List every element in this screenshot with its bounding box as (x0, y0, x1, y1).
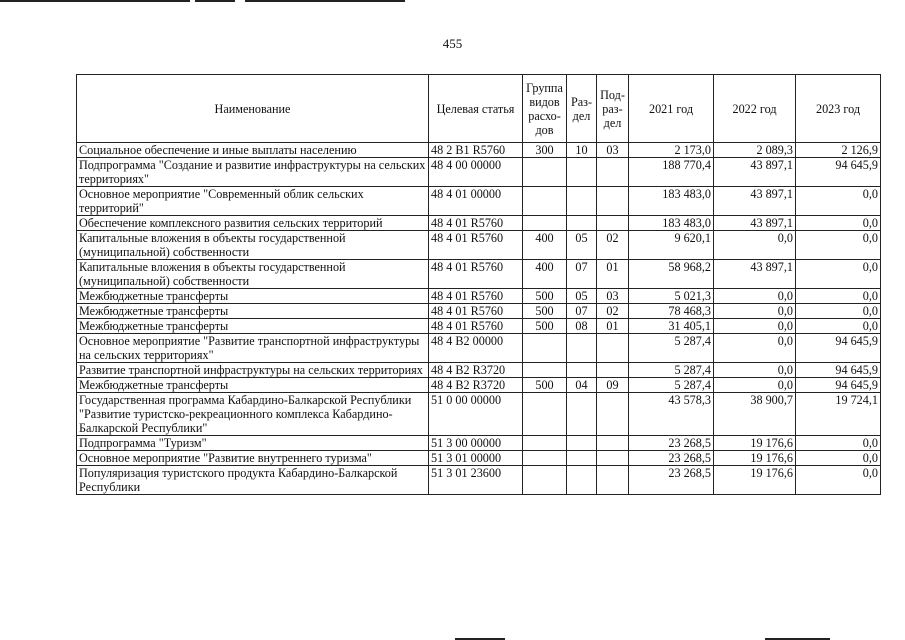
row-group (523, 363, 567, 378)
row-target: 51 3 00 00000 (429, 436, 523, 451)
row-target: 48 4 01 00000 (429, 187, 523, 216)
row-target: 48 4 01 R5760 (429, 260, 523, 289)
row-2022: 43 897,1 (714, 158, 796, 187)
row-section (567, 436, 597, 451)
row-name: Обеспечение комплексного развития сельских территорий (77, 216, 429, 231)
row-section (567, 393, 597, 436)
row-2021: 183 483,0 (629, 216, 714, 231)
row-2023: 0,0 (796, 451, 881, 466)
row-target: 48 4 B2 R3720 (429, 378, 523, 393)
table-row (77, 393, 881, 436)
row-2023: 0,0 (796, 187, 881, 216)
table-header-row (77, 75, 881, 143)
row-target: 51 0 00 00000 (429, 393, 523, 436)
row-2021: 23 268,5 (629, 466, 714, 495)
row-group: 500 (523, 289, 567, 304)
row-section (567, 363, 597, 378)
table-row (77, 466, 881, 495)
header-subsection: Под-раз-дел (597, 75, 629, 143)
row-target: 48 4 01 R5760 (429, 319, 523, 334)
row-subsection (597, 363, 629, 378)
row-2023: 0,0 (796, 231, 881, 260)
row-target: 48 4 00 00000 (429, 158, 523, 187)
row-2021: 78 468,3 (629, 304, 714, 319)
row-subsection (597, 466, 629, 495)
row-2023: 94 645,9 (796, 363, 881, 378)
row-2021: 183 483,0 (629, 187, 714, 216)
row-2023: 94 645,9 (796, 334, 881, 363)
row-section (567, 187, 597, 216)
row-2022: 0,0 (714, 363, 796, 378)
row-subsection: 01 (597, 260, 629, 289)
row-2023: 94 645,9 (796, 378, 881, 393)
row-name: Основное мероприятие "Развитие транспортной инфраструктуры на сельских территориях" (77, 334, 429, 363)
row-name: Капитальные вложения в объекты государственной (муниципальной) собственности (77, 231, 429, 260)
row-group (523, 187, 567, 216)
row-subsection: 02 (597, 304, 629, 319)
row-target: 51 3 01 23600 (429, 466, 523, 495)
table-row (77, 334, 881, 363)
row-section (567, 158, 597, 187)
row-2021: 9 620,1 (629, 231, 714, 260)
row-2021: 43 578,3 (629, 393, 714, 436)
row-2022: 43 897,1 (714, 260, 796, 289)
row-name: Развитие транспортной инфраструктуры на сельских территориях (77, 363, 429, 378)
row-name: Государственная программа Кабардино-Балкарской Республики "Развитие туристско-рекреационного комплекса Кабардино-Балкарской Республики" (77, 393, 429, 436)
row-target: 48 4 01 R5760 (429, 304, 523, 319)
header-target: Целевая статья (429, 75, 523, 143)
page-number: 455 (442, 36, 463, 51)
row-subsection: 03 (597, 289, 629, 304)
table-row (77, 231, 881, 260)
row-2021: 31 405,1 (629, 319, 714, 334)
row-group (523, 451, 567, 466)
row-2021: 5 287,4 (629, 334, 714, 363)
row-group: 400 (523, 231, 567, 260)
row-name: Подпрограмма "Создание и развитие инфраструктуры на сельских территориях" (77, 158, 429, 187)
row-2023: 0,0 (796, 216, 881, 231)
row-2021: 5 021,3 (629, 289, 714, 304)
table-row (77, 187, 881, 216)
header-2022: 2022 год (714, 75, 796, 143)
row-2023: 2 126,9 (796, 143, 881, 158)
table-row (77, 319, 881, 334)
row-target: 48 4 01 R5760 (429, 216, 523, 231)
row-2021: 2 173,0 (629, 143, 714, 158)
top-rule-right (245, 0, 405, 2)
row-group (523, 158, 567, 187)
row-subsection (597, 393, 629, 436)
table-row (77, 363, 881, 378)
row-target: 48 4 01 R5760 (429, 231, 523, 260)
row-2023: 94 645,9 (796, 158, 881, 187)
row-2023: 0,0 (796, 260, 881, 289)
row-2023: 19 724,1 (796, 393, 881, 436)
table-row (77, 216, 881, 231)
row-group (523, 334, 567, 363)
row-target: 48 4 B2 00000 (429, 334, 523, 363)
row-name: Социальное обеспечение и иные выплаты населению (77, 143, 429, 158)
row-2022: 0,0 (714, 231, 796, 260)
header-2023: 2023 год (796, 75, 881, 143)
row-2022: 43 897,1 (714, 187, 796, 216)
row-2022: 19 176,6 (714, 436, 796, 451)
table-row (77, 158, 881, 187)
row-name: Межбюджетные трансферты (77, 319, 429, 334)
row-section (567, 334, 597, 363)
row-section (567, 451, 597, 466)
row-group (523, 216, 567, 231)
row-section (567, 216, 597, 231)
row-target: 48 2 B1 R5760 (429, 143, 523, 158)
row-name: Капитальные вложения в объекты государственной (муниципальной) собственности (77, 260, 429, 289)
row-2022: 19 176,6 (714, 466, 796, 495)
row-2022: 0,0 (714, 378, 796, 393)
row-section (567, 466, 597, 495)
row-2022: 0,0 (714, 334, 796, 363)
row-name: Межбюджетные трансферты (77, 304, 429, 319)
header-2021: 2021 год (629, 75, 714, 143)
row-section: 10 (567, 143, 597, 158)
table-row (77, 378, 881, 393)
row-subsection (597, 187, 629, 216)
row-2022: 0,0 (714, 304, 796, 319)
row-section: 04 (567, 378, 597, 393)
row-2022: 43 897,1 (714, 216, 796, 231)
row-2021: 23 268,5 (629, 451, 714, 466)
table-row (77, 304, 881, 319)
row-section: 07 (567, 260, 597, 289)
row-2022: 2 089,3 (714, 143, 796, 158)
row-section: 07 (567, 304, 597, 319)
header-group: Группа видов расхо-дов (523, 75, 567, 143)
row-2021: 188 770,4 (629, 158, 714, 187)
row-2023: 0,0 (796, 289, 881, 304)
table-row (77, 436, 881, 451)
row-2021: 23 268,5 (629, 436, 714, 451)
row-section: 08 (567, 319, 597, 334)
row-subsection (597, 436, 629, 451)
row-subsection: 01 (597, 319, 629, 334)
row-group: 500 (523, 304, 567, 319)
row-group (523, 393, 567, 436)
row-subsection (597, 158, 629, 187)
row-2022: 38 900,7 (714, 393, 796, 436)
row-2022: 19 176,6 (714, 451, 796, 466)
row-group: 400 (523, 260, 567, 289)
row-group: 500 (523, 378, 567, 393)
row-2023: 0,0 (796, 466, 881, 495)
row-target: 48 4 01 R5760 (429, 289, 523, 304)
row-subsection (597, 334, 629, 363)
row-2021: 58 968,2 (629, 260, 714, 289)
row-2023: 0,0 (796, 436, 881, 451)
row-subsection (597, 216, 629, 231)
top-rule-mid (195, 0, 235, 2)
row-subsection: 09 (597, 378, 629, 393)
row-target: 48 4 B2 R3720 (429, 363, 523, 378)
row-group: 500 (523, 319, 567, 334)
header-name: Наименование (77, 75, 429, 143)
row-target: 51 3 01 00000 (429, 451, 523, 466)
top-rule-left (0, 0, 190, 2)
row-subsection: 02 (597, 231, 629, 260)
row-2021: 5 287,4 (629, 363, 714, 378)
row-2022: 0,0 (714, 289, 796, 304)
row-group: 300 (523, 143, 567, 158)
budget-table (76, 74, 881, 495)
table-row (77, 451, 881, 466)
row-2023: 0,0 (796, 304, 881, 319)
row-group (523, 436, 567, 451)
row-2023: 0,0 (796, 319, 881, 334)
table-row (77, 143, 881, 158)
row-name: Межбюджетные трансферты (77, 378, 429, 393)
row-section: 05 (567, 231, 597, 260)
row-group (523, 466, 567, 495)
row-subsection (597, 451, 629, 466)
row-name: Подпрограмма "Туризм" (77, 436, 429, 451)
table-row (77, 289, 881, 304)
row-2021: 5 287,4 (629, 378, 714, 393)
table-row (77, 260, 881, 289)
row-section: 05 (567, 289, 597, 304)
row-name: Популяризация туристского продукта Кабардино-Балкарской Республики (77, 466, 429, 495)
row-name: Основное мероприятие "Современный облик сельских территорий" (77, 187, 429, 216)
row-subsection: 03 (597, 143, 629, 158)
row-name: Межбюджетные трансферты (77, 289, 429, 304)
row-2022: 0,0 (714, 319, 796, 334)
row-name: Основное мероприятие "Развитие внутреннего туризма" (77, 451, 429, 466)
header-section: Раз-дел (567, 75, 597, 143)
